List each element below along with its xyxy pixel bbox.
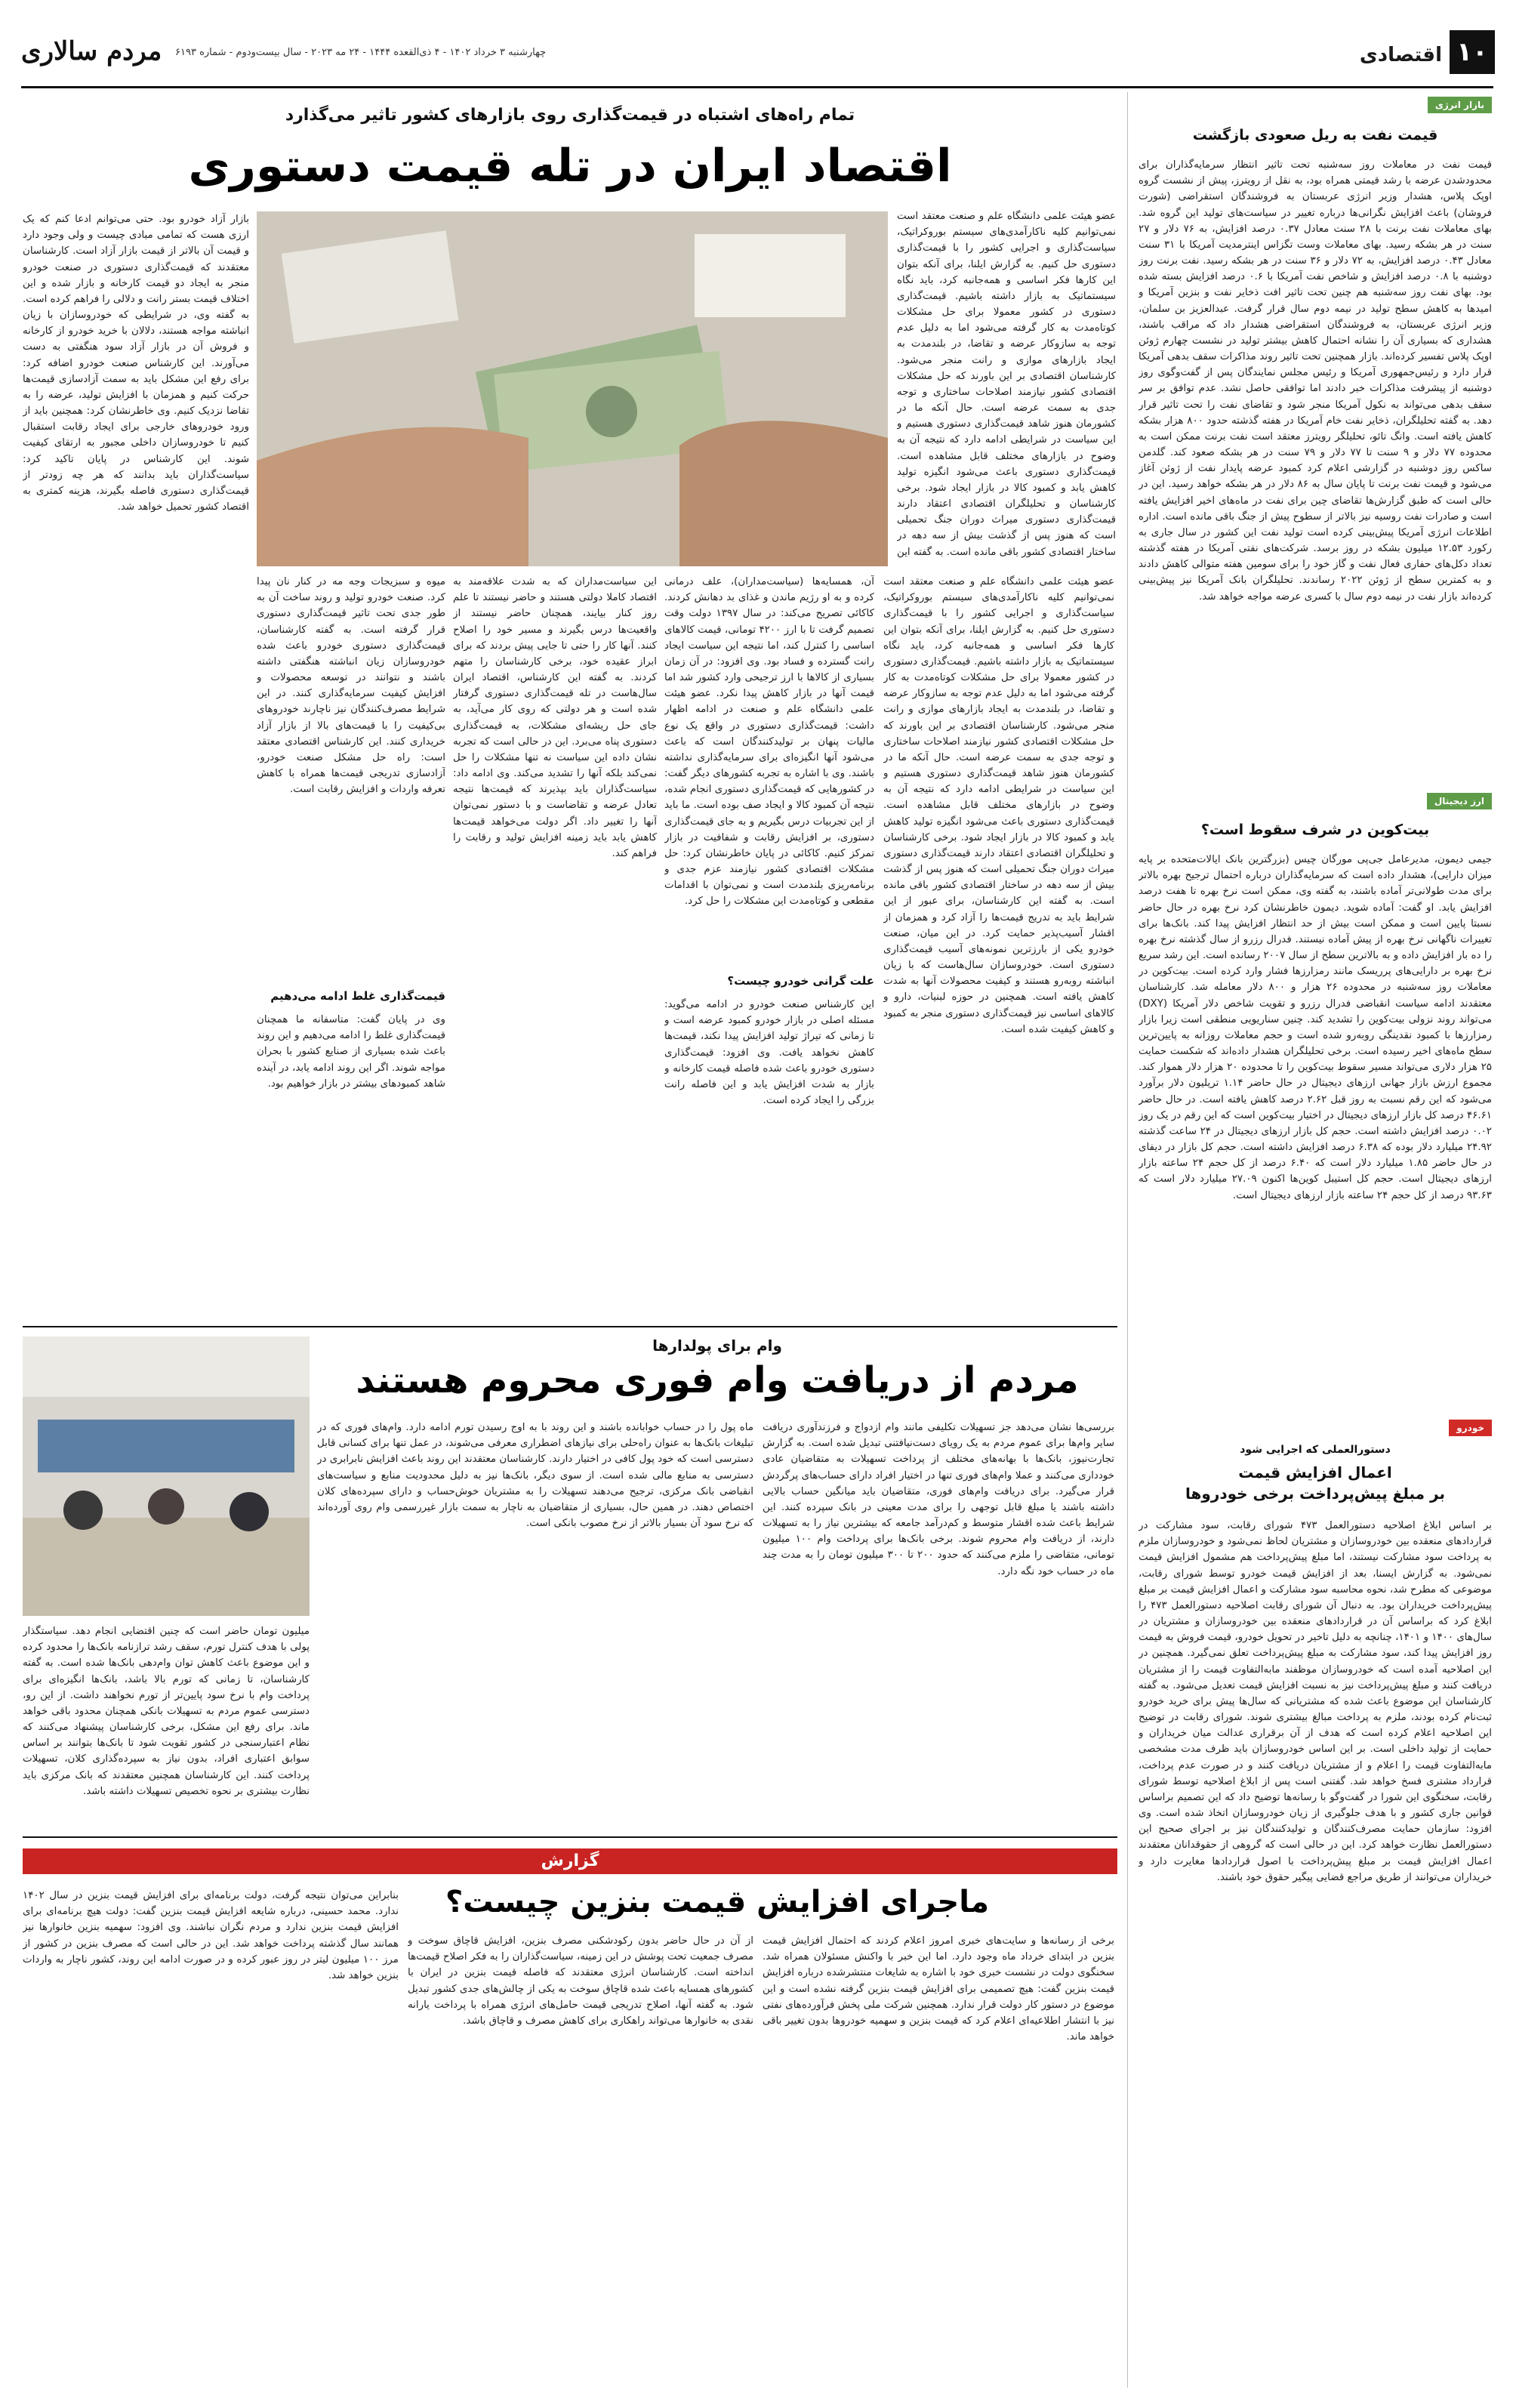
bitcoin-article	[1139, 793, 1492, 1420]
loan-col2: ماه پول را در حساب خوابانده باشند و این روند با به اوج رسیدن تورم ادامه دارد. وام‌های فوری که در تبلیغات بانک‌ها به عنوان راه‌حلی برای نیازهای اضطراری معرفی می‌شوند، در عمل تنها برای کسانی قابل دسترسی است که خود پول کافی در اختیار دارند. کارشناسان معتقدند این روند باعث افزایش نابرابری در دسترسی به منابع مالی شده است. از سوی دیگر، بانک‌ها نیز به دلیل محدودیت منابع و سیاست‌های انقباضی بانک مرکزی، ترجیح می‌دهند تسهیلات را به مشتریان خوش‌حساب و دارای سپرده‌های کلان اختصاص دهند. در همین حال، بسیاری از متقاضیان به ناچار به سمت بازار غیررسمی وام روی آورده‌اند که نرخ سود آن بسیار بالاتر از نرخ مصوب بانکی است.	[317, 1422, 753, 1530]
oil-article	[1139, 97, 1492, 806]
car-kicker: دستورالعملی که اجرایی شود	[1240, 1444, 1391, 1456]
dateline: چهارشنبه ۳ خرداد ۱۴۰۲ - ۴ ذی‌القعده ۱۴۴۴ - ۲۴ مه ۲۰۲۳ - سال بیست‌و‌دوم - شماره ۶۱۹۳	[175, 47, 547, 58]
lead-col4: میوه و سبزیجات وجه مه در کنار نان پیدا کرد. صنعت خودرو تولید و روند ساخت آن به طور جدی تحت تاثیر قیمت‌گذاری دستوری قرار گرفته است. به گفته کارشناسان، قیمت‌گذاری دستوری خودرو باعث شده خودروسازان زیان انباشته هنگفتی داشته باشند و نتوانند در توسعه محصولات و افزایش کیفیت سرمایه‌گذاری کنند. در این شرایط مصرف‌کنندگان نیز ناچارند خودروهای بی‌کیفیت را با قیمت‌های بالا از بازار آزاد خریداری کنند. این کارشناس اقتصادی معتقد است: راه حل مشکل صنعت خودرو، آزادسازی تدریجی قیمت‌ها همراه با کاهش تعرفه واردات و افزایش رقابت است.	[257, 576, 445, 796]
loan-col3: میلیون تومان حاضر است که چنین اقتضایی انجام دهد. سیاستگذار پولی با هدف کنترل تورم، سقف رشد ترازنامه بانک‌ها را محدود کرده و این موضوع باعث کاهش توان وام‌دهی بانک‌ها شده است. به گفته کارشناسان، تا زمانی که تورم بالا باشد، بانک‌ها انگیزه‌ای برای پرداخت وام با نرخ سود پایین‌تر از تورم نخواهند داشت. از این رو، دسترسی عموم مردم به تسهیلات بانکی همچنان محدود باقی خواهد ماند. برای رفع این مشکل، برخی کارشناسان پیشنهاد می‌کنند که نظام اعتبارسنجی در کشور تقویت شود تا بانک‌ها بتوانند بر اساس سوابق اعتباری افراد، بدون نیاز به سپرده‌گذاری کلان، تسهیلات پرداخت کنند. این کارشناسان همچنین معتقدند که بانک مرکزی باید نظارت بیشتری بر نحوه تخصیص تسهیلات داشته باشد.	[23, 1626, 310, 1797]
bitcoin-title: بیت‌کوین در شرف سقوط است؟	[1200, 822, 1430, 838]
car-article	[1139, 1420, 1492, 2386]
lead-col2: آن، همسایه‌ها (سیاست‌مداران)، علف درمانی کرده و به او رژیم ماندن و غذای بد دهانش کردند. کاکائی تصریح می‌کند: در سال ۱۳۹۷ دولت وقت تصمیم گرفت تا با ارز ۴۲۰۰ تومانی، قیمت کالاهای اساسی را کنترل کند، اما نتیجه این سیاست ایجاد رانت گسترده و فساد بود. وی افزود: در آن زمان بسیاری از کالاها با ارز ترجیحی وارد کشور شد اما قیمت آنها در بازار کاهش پیدا نکرد. عضو هیئت علمی دانشگاه علم و صنعت در ادامه اظهار داشت: قیمت‌گذاری دستوری در واقع یک نوع مالیات پنهان بر تولیدکنندگان است که باعث می‌شود آنها انگیزه‌ای برای سرمایه‌گذاری نداشته باشند. وی با اشاره به تجربه کشورهای دیگر گفت: در کشورهایی که قیمت‌گذاری دستوری انجام شده، نتیجه آن کمبود کالا و ایجاد صف بوده است. ما باید از این تجربیات درس بگیریم و به جای قیمت‌گذاری دستوری، بر افزایش رقابت و شفافیت در بازار تمرکز کنیم. کاکائی در پایان خاطرنشان کرد: حل مشکلات اقتصادی کشور نیازمند عزم جدی و برنامه‌ریزی بلندمدت است و نمی‌توان با اقدامات مقطعی و کوتاه‌مدت این مشکلات را حل کرد.	[664, 576, 874, 908]
lead-title: اقتصاد ایران در تله قیمت دستوری	[188, 140, 952, 193]
report-col2: از آن در حال حاضر بدون رکودشکنی مصرف بنزین، افزایش قاچاق سوخت و مصرف جمعیت تحت پوشش در این زمینه، سیاست‌گذاران را به فکر اصلاح قیمت‌ها انداخته است. کارشناسان انرژی معتقدند که فاصله قیمت بنزین در ایران با کشورهای همسایه باعث شده قاچاق سوخت به یکی از چالش‌های جدی کشور تبدیل شود. به گفته آنها، اصلاح تدریجی قیمت حامل‌های انرژی همراه با پرداخت یارانه نقدی به خانوارها می‌تواند راهکاری برای کاهش مصرف و قاچاق باشد.	[408, 1935, 753, 2027]
report-col1: برخی از رسانه‌ها و سایت‌های خبری امروز اعلام کردند که احتمال افزایش قیمت بنزین در ابتدای خرداد ماه وجود دارد. اما این خبر با واکنش مسئولان همراه شد. سخنگوی دولت در نشست خبری خود با اشاره به شایعات منتشرشده درباره افزایش قیمت بنزین گفت: هیچ تصمیمی برای افزایش قیمت بنزین گرفته نشده است و این موضوع در دستور کار دولت قرار ندارد. همچنین شرکت ملی پخش فرآورده‌های نفتی نیز با انتشار اطلاعیه‌ای اعلام کرد که قیمت بنزین و سهمیه خودروها بدون تغییر باقی خواهد ماند.	[763, 1935, 1114, 2043]
report-label: گزارش	[541, 1851, 599, 1870]
loan-divider	[23, 1836, 1117, 1838]
loan-title: مردم از دریافت وام فوری محروم هستند	[356, 1359, 1079, 1401]
car-tag: خودرو	[1449, 1420, 1492, 1436]
section-name: اقتصادی	[1359, 44, 1442, 66]
page-number: ۱۰	[1450, 30, 1495, 74]
bank-branch-image	[23, 1337, 310, 1616]
sidebar-divider	[1127, 92, 1128, 2388]
car-title-line2: بر مبلغ پیش‌پرداخت برخی خودروها	[1185, 1485, 1445, 1503]
header-divider	[21, 86, 1493, 88]
loan-col1: بررسی‌ها نشان می‌دهد جز تسهیلات تکلیفی مانند وام ازدواج و فرزندآوری دریافت سایر وام‌ها برای عموم مردم به یک رویای دست‌نیافتنی تبدیل شده است. به گزارش تجارت‌نیوز، بانک‌ها با بهانه‌های مختلف از پرداخت تسهیلات به متقاضیان عادی خودداری می‌کنند و عملا وام‌های فوری تنها در اختیار افراد دارای حساب‌های پرگردش قرار می‌گیرد. برای دریافت وام‌های فوری، متقاضیان باید میانگین حساب بالایی داشته باشند یا مبلغ قابل توجهی را برای مدت معینی در بانک سپرده کنند. این شرایط باعث شده اقشار متوسط و کم‌درآمد جامعه که بیشترین نیاز را به تسهیلات دارند، از دریافت وام محروم شوند. برخی بانک‌ها برای پرداخت وام ۱۰۰ میلیون تومانی، متقاضی را ملزم می‌کنند که حدود ۲۰۰ تا ۳۰۰ میلیون تومان را به مدت چند ماه در حساب خود نگه دارد.	[763, 1422, 1114, 1577]
car-title-line1: اعمال افزایش قیمت	[1238, 1463, 1392, 1481]
lead-photo	[257, 211, 888, 566]
lead-col4b: وی در پایان گفت: متاسفانه ما همچنان قیمت‌گذاری غلط را ادامه می‌دهیم و این روند باعث شده بسیاری از صنایع کشور با بحران مواجه شوند. اگر این روند ادامه یابد، در آینده شاهد کمبودهای بیشتر در بازار خواهیم بود.	[257, 1014, 445, 1090]
report-banner	[23, 1848, 1117, 1874]
money-handover-image	[257, 211, 888, 566]
loan-photo	[23, 1337, 310, 1616]
oil-tag: بازار انرژی	[1428, 97, 1492, 113]
lead-col1-continued: عضو هیئت علمی دانشگاه علم و صنعت معتقد است نمی‌توانیم کلیه ناکارآمدی‌های سیستم بوروکراتیک، سیاست‌گذاری و اجرایی کشور را با قیمت‌گذاری دستوری حل کنیم. به گزارش ایلنا، برای آنکه بتوان این کارها فکر اساسی و همه‌جانبه کرد، باید نگاه سیستماتیک به بازار داشته باشیم. قیمت‌گذاری دستوری در کشور معمولا برای حل مشکلات کوتاه‌مدت به کار گرفته می‌شود اما به دلیل عدم توجه به سازوکار عرضه و تقاضا، در بلندمدت به ایجاد بازارهای موازی و رانت منجر می‌شود. کارشناسان اقتصادی بر این باورند که حل مشکلات اقتصادی کشور نیازمند اصلاحات ساختاری و توجه جدی به سمت عرضه است. حال آنکه ما در کشورمان هنوز شاهد قیمت‌گذاری دستوری هستیم و این سیاست در شرایطی ادامه دارد که نتیجه آن به وضوح در بازارهای مختلف قابل مشاهده است. قیمت‌گذاری دستوری باعث می‌شود انگیزه تولید کاهش یابد و کمبود کالا در بازار ایجاد شود. برخی کارشناسان و تحلیلگران اقتصادی اعتقاد دارند قیمت‌گذاری دستوری میراث دوران جنگ تحمیلی است که هنوز پس از گذشت بیش از سه دهه در ساختار اقتصادی کشور باقی مانده است. به گفته این کارشناسان، برای عبور از این شرایط باید به تدریج قیمت‌ها را آزاد کرد و همزمان از اقشار آسیب‌پذیر حمایت کرد. در این میان، صنعت خودرو یکی از بارزترین نمونه‌های آسیب قیمت‌گذاری دستوری است. خودروسازان سال‌هاست که با زیان انباشته روبه‌رو هستند و کیفیت محصولات آنها به شدت کاهش یافته است. همچنین در حوزه لبنیات، دارو و کالاهای اساسی نیز قیمت‌گذاری دستوری منجر به کمبود و کاهش کیفیت شده است.	[883, 576, 1114, 1035]
report-title: ماجرای افزایش قیمت بنزین چیست؟	[445, 1885, 989, 1919]
lead-subhead-pricing: قیمت‌گذاری غلط ادامه می‌دهیم	[270, 989, 445, 1003]
lead-kicker: تمام راه‌های اشتباه در قیمت‌گذاری روی بازارهای کشور تاثیر می‌گذارد	[285, 106, 855, 125]
lead-col1: عضو هیئت علمی دانشگاه علم و صنعت معتقد است نمی‌توانیم کلیه ناکارآمدی‌های سیستم بوروکراتیک، سیاست‌گذاری و اجرایی کشور را با قیمت‌گذاری دستوری حل کنیم. به گزارش ایلنا، برای آنکه بتوان این کارها فکر اساسی و همه‌جانبه کرد، باید نگاه سیستماتیک به بازار داشته باشیم. قیمت‌گذاری دستوری در کشور معمولا برای حل مشکلات کوتاه‌مدت به کار گرفته می‌شود اما به دلیل عدم توجه به سازوکار عرضه و تقاضا، در بلندمدت به ایجاد بازارهای موازی و رانت منجر می‌شود. کارشناسان اقتصادی بر این باورند که حل مشکلات اقتصادی کشور نیازمند اصلاحات ساختاری و توجه جدی به سمت عرضه است. حال آنکه ما در کشورمان هنوز شاهد قیمت‌گذاری دستوری هستیم و این سیاست در شرایطی ادامه دارد که نتیجه آن به وضوح در بازارهای مختلف قابل مشاهده است. قیمت‌گذاری دستوری باعث می‌شود انگیزه تولید کاهش یابد و کمبود کالا در بازار ایجاد شود. برخی کارشناسان و تحلیلگران اقتصادی اعتقاد دارند قیمت‌گذاری دستوری میراث دوران جنگ تحمیلی است که هنوز پس از گذشت بیش از سه دهه در ساختار اقتصادی کشور باقی مانده است. به گفته این	[897, 211, 1116, 558]
bitcoin-body: جیمی دیمون، مدیرعامل جی‌پی مورگان چیس (بزرگترین بانک ایالات‌متحده بر پایه میزان دارایی)، هشدار داده است که سرمایه‌گذاران درباره احتمال ترجیح بهره بالاتر برای مدت طولانی‌تر آماده باشند، به گفته وی، ممکن است نرخ بهره تا هفت درصد افزایش یابد. او گفت: آماده شوید. دیمون خاطرنشان کرد نرخ بهره در حال حاضر نسبتا پایین است و ممکن است بیش از حد انتظار افزایش پیدا کند. بانک‌ها برای تغییرات ناگهانی نرخ بهره از پیش آماده نیستند. فدرال رزرو از سال گذشته نرخ بهره را ده بار افزایش داده و به بالاترین سطح از سال ۲۰۰۷ رسانده است. این رشد سریع نرخ بهره بر دارایی‌های پرریسک مانند رمزارزها فشار وارد کرده است. بیت‌کوین در معاملات روز سه‌شنبه در محدوده ۲۶ هزار و ۸۰۰ دلار معامله شد. کارشناسان معتقدند ادامه سیاست انقباضی فدرال رزرو و تقویت شاخص دلار آمریکا (DXY) می‌تواند روند نزولی بیت‌کوین را تشدید کند. چنین سناریویی منطقی است زیرا بازار رمزارزها با کمبود نقدینگی روبه‌رو شده است و حجم معاملات روزانه به پایین‌ترین سطح ماه‌های اخیر رسیده است. برخی تحلیلگران هشدار داده‌اند که شکست حمایت ۲۵ هزار دلاری می‌تواند مسیر سقوط بیت‌کوین را تا محدوده ۲۰ هزار دلار هموار کند. مجموع ارزش بازار جهانی ارزهای دیجیتال در حال حاضر ۱.۱۴ تریلیون دلار برآورد می‌شود که این رقم نسبت به روز قبل ۲.۶۲ درصد کاهش یافته است. در حال حاضر ۴۶.۶۱ درصد کل بازار ارزهای دیجیتال در اختیار بیت‌کوین است که این رقم در یک روز ۰.۰۲ درصد افزایش داشته است. حجم کل بازار ارزهای دیجیتال در ۲۴ ساعت گذشته ۲۴.۹۲ میلیارد دلار بوده که ۶.۳۸ درصد افزایش داشته است. حجم کل بازار در دیفای در حال حاضر ۱.۸۵ میلیارد دلار است که ۶.۴۰ درصد از کل حجم ۲۴ ساعته بازار ارزهای دیجیتال است. حجم کل استیبل کوین‌ها اکنون ۲۷.۰۹ میلیارد دلار است که ۹۳.۶۳ درصد از کل حجم ۲۴ ساعته بازار ارزهای دیجیتال است.	[1139, 854, 1492, 1201]
car-body: بر اساس ابلاغ اصلاحیه دستورالعمل ۴۷۳ شورای رقابت، سود مشارکت در قراردادهای منعقده بین خودروسازان و مشتریان لحاظ نمی‌شود و خودروسازان ملزم به پرداخت سود مشارکت نیستند، اما مبلغ پیش‌پرداخت هم مشمول افزایش قیمت نمی‌شود. به گزارش ایسنا، بعد از افزایش قیمت خودرو توسط شورای رقابت، موضوعی که مطرح شد، نحوه محاسبه سود مشارکت و اعمال افزایش قیمت بر مبلغ پیش‌پرداخت خریداران بود. به دنبال آن شورای رقابت اصلاحیه دستورالعمل ۴۷۳ را ابلاغ کرد که براساس آن در قراردادهای منعقده بین خودروسازان و مشتریان در سال‌های ۱۴۰۰ و ۱۴۰۱، چنانچه به دلیل تاخیر در تحویل خودرو، قیمت فروش به قیمت روز افزایش پیدا کند، سود مشارکت به مبلغ پیش‌پرداخت تعلق نمی‌گیرد. همچنین در این اصلاحیه آمده است که خودروسازان موظفند مابه‌التفاوت قیمت را از مشتریان دریافت کنند و مبلغ پیش‌پرداخت نیز به نسبت افزایش قیمت تعدیل می‌شود. به گفته کارشناسان این موضوع باعث شده که مشتریانی که سال‌ها پیش برای خرید خودرو ثبت‌نام کرده بودند، ملزم به پرداخت مبالغ بیشتری شوند. شورای رقابت در توضیح این اصلاحیه اعلام کرده است که هدف از آن برقراری عدالت میان خریداران و حمایت از تولید داخلی است. بر این اساس خودروسازان باید ظرف مدت مشخصی مابه‌التفاوت قیمت را اعلام و از مشتریان دریافت کنند و در صورت عدم پرداخت، قرارداد مشتری فسخ خواهد شد. گفتنی است پس از ابلاغ اصلاحیه توسط شورای رقابت، سخنگوی این شورا در گفت‌وگو با رسانه‌ها توضیح داد که این تصمیم براساس قوانین جاری کشور و با هدف جلوگیری از زیان خودروسازان اتخاذ شده است. وی افزود: سازمان حمایت مصرف‌کنندگان و تولیدکنندگان نیز بر اجرای صحیح این دستورالعمل نظارت خواهد کرد. این در حالی است که گروهی از حقوقدانان معتقدند اعمال افزایش قیمت بر مبلغ پیش‌پرداخت با اصول قراردادها مغایرت دارد و خریداران می‌توانند از طریق مراجع قضایی پیگیر حقوق خود باشند.	[1139, 1520, 1492, 1883]
newspaper-logo: مردم سالاری	[21, 36, 162, 66]
report-col3: بنابراین می‌توان نتیجه گرفت، دولت برنامه‌ای برای افزایش قیمت بنزین در سال ۱۴۰۲ ندارد. محمد حسینی، درباره شایعه افزایش قیمت بنزین گفت: دولت هیچ برنامه‌ای برای افزایش قیمت بنزین ندارد و مردم نگران نباشند. وی افزود: سهمیه بنزین خانوارها نیز همانند سال گذشته پرداخت خواهد شد. این در حالی است که مصرف بنزین در کشور از مرز ۱۰۰ میلیون لیتر در روز عبور کرده و در صورت ادامه این روند، کشور ناچار به واردات بنزین خواهد شد.	[23, 1890, 399, 1981]
loan-kicker: وام برای پولدارها	[652, 1337, 782, 1355]
oil-title: قیمت نفت به ریل صعودی بازگشت	[1192, 127, 1438, 143]
lead-col5: بازار آزاد خودرو بود. حتی می‌توانم ادعا کنم که یک ارزی هست که تمامی مبادی چیست و ولی وجود دارد و قیمت آن بالاتر از قیمت بازار آزاد است. کارشناسان معتقدند که قیمت‌گذاری دستوری در صنعت خودرو منجر به ایجاد دو قیمت کارخانه و بازار شده و این اختلاف قیمت بستر رانت و دلالی را فراهم کرده است. به گفته وی، در شرایطی که خودروسازان با زیان انباشته مواجه هستند، دلالان با خرید خودرو از کارخانه و فروش آن در بازار آزاد سود هنگفتی به دست می‌آورند. این کارشناس صنعت خودرو اضافه کرد: برای رفع این مشکل باید به سمت آزادسازی قیمت‌ها حرکت کنیم و همزمان با افزایش تولید، عرضه را به تقاضا نزدیک کنیم. وی خاطرنشان کرد: همچنین باید از ورود خودروهای خارجی برای ایجاد رقابت استقبال کنیم تا خودروسازان داخلی مجبور به ارتقای کیفیت شوند. این کارشناس در پایان تاکید کرد: سیاست‌گذاران باید بدانند که هر چه زودتر از قیمت‌گذاری دستوری فاصله بگیرند، هزینه کمتری به اقتصاد کشور تحمیل خواهد شد.	[23, 214, 249, 513]
bitcoin-tag: ارز دیجیتال	[1427, 793, 1492, 809]
oil-body: قیمت نفت در معاملات روز سه‌شنبه تحت تاثیر انتظار سرمایه‌گذاران برای محدودشدن عرضه با رشد قیمتی همراه بود، به نقل از رویترز، پیش از نشست گروه اوپک پلاس، هشدار وزیر انرژی عربستان به فروشندگان استقراضی (شورت فروشان) باعث افزایش نگرانی‌ها درباره تغییر در سیاست‌های تولید این گروه شد. بهای معاملات نفت برنت با ۲۸ سنت معادل ۰.۳۷ درصد افزایش، به ۷۶ دلار و ۲۷ سنت در هر بشکه رسید. بهای معاملات وست تگزاس اینترمدیت آمریکا با ۳۱ سنت معادل ۰.۴۳ درصد افزایش، به ۷۲ دلار و ۳۶ سنت در هر بشکه رسید. نفت برنت روز دوشنبه با ۰.۸ درصد افزایش و شاخص نفت آمریکا با ۰.۶ درصد افزایش بسته شده بود. بهای نفت روز سه‌شنبه هم چنین تحت تاثیر افت ذخایر نفت و بنزین آمریکا و امیدها به کاهش سطح تولید در نیمه دوم سال قرار گرفت. عبدالعزیز بن سلمان، وزیر انرژی عربستان، به فروشندگان استقراضی هشدار داد که مراقب باشند، هشداری که بسیاری آن را نشانه احتمال کاهش بیشتر تولید در نشست چهارم ژوئن اوپک پلاس تفسیر کرده‌اند. بازار همچنین تحت تاثیر روند مذاکرات سقف بدهی آمریکا قرار دارد و رئیس‌جمهوری آمریکا و رئیس مجلس نمایندگان پس از گفت‌وگوی روز دوشنبه از پیشرفت مذاکرات خبر دادند اما توافقی حاصل نشد. عدم توافق بر سر سقف بدهی می‌تواند به نکول آمریکا منجر شود و تقاضای نفت را تحت تاثیر قرار دهد. به گفته تحلیلگران، ذخایر نفت خام آمریکا در هفته گذشته حدود ۸۰۰ هزار بشکه کاهش یافته است. وانگ تائو، تحلیلگر رویترز معتقد است نفت برنت ممکن است به محدوده ۷۷ دلار و ۹ سنت تا ۷۷ دلار و ۷۹ سنت در هر بشکه صعود کند. گلدمن ساکس روز دوشنبه در گزارشی اعلام کرد کمبود عرضه پایدار نفت از ژوئن آغاز می‌شود و قیمت نفت برنت تا پایان سال به ۸۶ دلار در هر بشکه خواهد رسید. این در حالی است که طبق گزارش‌ها تقاضای چین برای نفت در ماه‌های اخیر افزایش یافته است و صادرات نفت روسیه نیز بالاتر از سطوح پیش از جنگ باقی مانده است. اداره اطلاعات انرژی آمریکا پیش‌بینی کرده است تولید نفت این کشور در سال جاری به رکورد ۱۲.۵۳ میلیون بشکه در روز برسد. شرکت‌های نفتی آمریکا در هفته گذشته تعداد دکل‌های حفاری فعال نفت و گاز خود را برای سومین هفته متوالی کاهش دادند و به کمترین سطح از ژوئن ۲۰۲۲ رساندند. تحلیلگران بانک آمریکا نیز پیش‌بینی کرده‌اند بازار نفت در نیمه دوم سال با کسری عرضه مواجه خواهد شد.	[1139, 159, 1492, 603]
lead-col2b: این کارشناس صنعت خودرو در ادامه می‌گوید: مسئله اصلی در بازار خودرو کمبود عرضه است و تا زمانی که تیراژ تولید افزایش پیدا نکند، قیمت‌ها کاهش نخواهد یافت. وی افزود: قیمت‌گذاری دستوری خودرو باعث شده فاصله قیمت کارخانه و بازار به شدت افزایش یابد و این فاصله رانت بزرگی را ایجاد کرده است.	[664, 999, 874, 1107]
page-header	[0, 0, 1516, 72]
lead-col3: این سیاست‌مداران که به شدت علاقه‌مند به اقتصاد کاملا دولتی هستند و حاضر نیستند تا علم روز کنار بیایند، همچنان حاضر نیستند از واقعیت‌ها درس بگیرند و مسیر خود را اصلاح کنند. آنها کار را حتی تا جایی پیش بردند که برای ابراز عقیده خود، برخی کارشناسان را متهم کردند. به گفته این کارشناس، اقتصاد ایران سال‌هاست در تله قیمت‌گذاری دستوری گرفتار شده است و هر دولتی که روی کار می‌آید، به جای حل ریشه‌ای مشکلات، به قیمت‌گذاری دستوری پناه می‌برد. این در حالی است که تجربه نشان داده این سیاست نه تنها مشکلات را حل نمی‌کند بلکه آنها را تشدید می‌کند. وی ادامه داد: سیاست‌گذاران باید بپذیرند که قیمت‌ها نتیجه تعادل عرضه و تقاضاست و با دستور نمی‌توان آنها را تغییر داد. اگر دولت می‌خواهد قیمت‌ها کاهش یابد باید زمینه افزایش تولید و رقابت را فراهم کند.	[453, 576, 657, 859]
lead-divider	[23, 1326, 1117, 1327]
lead-subhead-car: علت گرانی خودرو چیست؟	[727, 974, 874, 988]
